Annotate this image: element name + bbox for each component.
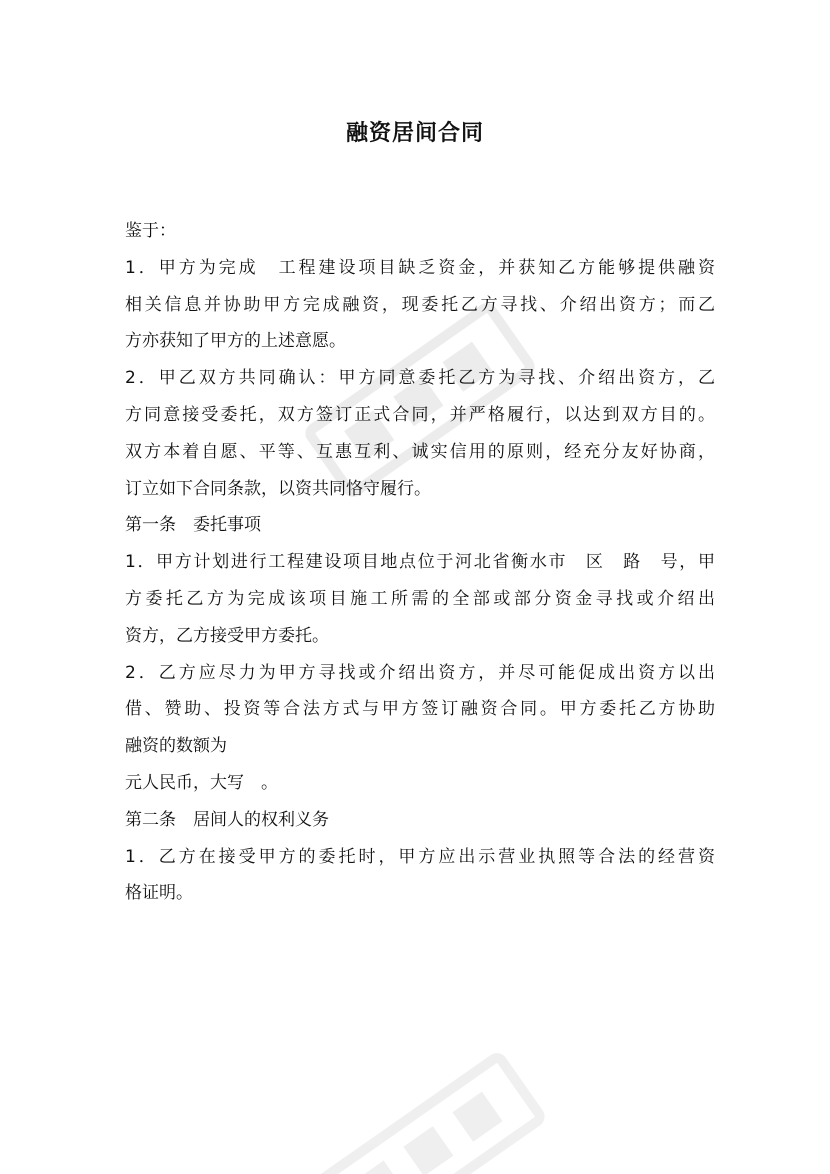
- text-line: 方委托乙方为完成该项目施工所需的全部或部分资金寻找或介绍出: [125, 588, 715, 609]
- text-line: 订立如下合同条款，以资共同恪守履行。: [125, 478, 431, 499]
- section-heading: 第一条 委托事项: [125, 515, 261, 536]
- text-line: 方同意接受委托，双方签订正式合同，并严格履行，以达到双方目的。: [125, 404, 715, 425]
- page-title: 融资居间合同: [345, 121, 484, 146]
- text-line: 元人民币，大写 。: [125, 772, 278, 793]
- text-line: 方亦获知了甲方的上述意愿。: [125, 331, 346, 352]
- text-line: 双方本着自愿、平等、互惠互利、诚实信用的原则，经充分友好协商，: [125, 441, 715, 462]
- text-line: 相关信息并协助甲方完成融资，现委托乙方寻找、介绍出资方；而乙: [125, 294, 715, 315]
- text-line: 资方，乙方接受甲方委托。: [125, 625, 329, 646]
- text-line: 融资的数额为: [125, 736, 227, 757]
- contract-body: [125, 216, 715, 915]
- text-line: 鉴于：: [125, 221, 176, 241]
- text-line: 格证明。: [125, 883, 193, 904]
- text-line: 2．甲乙双方共同确认：甲方同意委托乙方为寻找、介绍出资方，乙: [125, 368, 715, 389]
- text-line: 借、赞助、投资等合法方式与甲方签订融资合同。甲方委托乙方协助: [125, 699, 715, 720]
- text-line: 1．甲方计划进行工程建设项目地点位于河北省衡水市 区 路 号，甲: [125, 552, 715, 573]
- text-line: 2．乙方应尽力为甲方寻找或介绍出资方，并尽可能促成出资方以出: [125, 662, 715, 683]
- watermark-mark-lower: [318, 1056, 542, 1174]
- text-line: 1．甲方为完成 工程建设项目缺乏资金，并获知乙方能够提供融资: [125, 257, 715, 278]
- text-line: 1．乙方在接受甲方的委托时，甲方应出示营业执照等合法的经营资: [125, 846, 715, 867]
- section-heading: 第二条 居间人的权利义务: [125, 809, 329, 830]
